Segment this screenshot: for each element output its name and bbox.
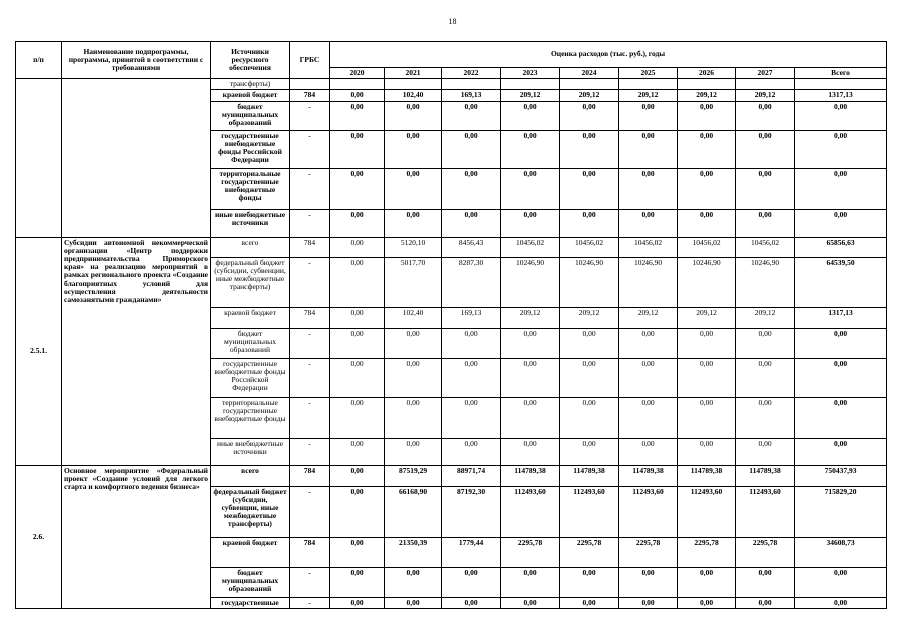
value-cell: 0,00 (560, 597, 619, 608)
total-cell: 34608,73 (795, 537, 887, 567)
value-cell: 169,13 (442, 90, 501, 101)
total-cell: 750437,93 (795, 465, 887, 486)
value-cell: 0,00 (560, 438, 619, 465)
value-cell: 0,00 (501, 101, 560, 130)
value-cell: 0,00 (678, 101, 736, 130)
value-cell: 114789,38 (619, 465, 678, 486)
value-cell: 8456,43 (442, 237, 501, 257)
value-cell: 0,00 (501, 567, 560, 597)
total-cell: 0,00 (795, 328, 887, 358)
item-name: Основное мероприятие «Федеральный проект «Создание условий для легкого старта и комфортного ведения бизнеса» (62, 465, 211, 608)
item-code: 2.6. (16, 465, 62, 608)
value-cell: 0,00 (385, 328, 442, 358)
value-cell: 112493,60 (736, 486, 795, 537)
value-cell: 112493,60 (560, 486, 619, 537)
source-cell: бюджет муниципальных образований (211, 101, 290, 130)
name-cell (62, 79, 211, 237)
total-cell: 0,00 (795, 597, 887, 608)
value-cell: 112493,60 (501, 486, 560, 537)
value-cell: 21350,39 (385, 537, 442, 567)
value-cell: 0,00 (501, 168, 560, 209)
value-cell: 2295,78 (619, 537, 678, 567)
value-cell: 10246,90 (619, 257, 678, 307)
code-cell (16, 79, 62, 237)
total-cell: 64539,50 (795, 257, 887, 307)
source-cell: всего (211, 237, 290, 257)
value-cell: 0,00 (501, 438, 560, 465)
source-cell: бюджет муниципальных образований (211, 328, 290, 358)
value-cell: 10456,02 (619, 237, 678, 257)
budget-table (15, 41, 887, 609)
source-cell: краевой бюджет (211, 307, 290, 328)
total-cell: 715829,20 (795, 486, 887, 537)
value-cell: 1779,44 (442, 537, 501, 567)
grbs-cell: - (290, 257, 330, 307)
value-cell: 0,00 (385, 209, 442, 237)
value-cell: 0,00 (442, 597, 501, 608)
total-cell: 0,00 (795, 101, 887, 130)
grbs-cell: 784 (290, 90, 330, 101)
value-cell: 0,00 (442, 397, 501, 438)
value-cell: 0,00 (736, 597, 795, 608)
total-cell: 65856,63 (795, 237, 887, 257)
value-cell: 0,00 (736, 397, 795, 438)
value-cell: 0,00 (619, 597, 678, 608)
value-cell: 112493,60 (619, 486, 678, 537)
value-cell: 0,00 (442, 130, 501, 168)
value-cell: 0,00 (501, 397, 560, 438)
total-cell: 0,00 (795, 130, 887, 168)
value-cell: 87192,30 (442, 486, 501, 537)
value-cell: 0,00 (678, 397, 736, 438)
value-cell: 0,00 (736, 130, 795, 168)
total-cell: 0,00 (795, 438, 887, 465)
header-estimate: Оценка расходов (тыс. руб.), годы (330, 42, 887, 68)
value-cell: 0,00 (619, 209, 678, 237)
value-cell: 209,12 (736, 307, 795, 328)
total-cell: 1317,13 (795, 90, 887, 101)
value-cell: 5017,70 (385, 257, 442, 307)
year-header: 2026 (678, 68, 736, 79)
value-cell: 0,00 (736, 438, 795, 465)
grbs-cell: - (290, 438, 330, 465)
value-cell: 209,12 (678, 307, 736, 328)
source-cell: федеральный бюджет (субсидии, субвенции, иные межбюджетные трансферты) (211, 486, 290, 537)
year-header: 2027 (736, 68, 795, 79)
value-cell: 209,12 (501, 90, 560, 101)
value-cell: 0,00 (619, 101, 678, 130)
value-cell: 0,00 (619, 397, 678, 438)
value-cell: 209,12 (501, 307, 560, 328)
grbs-cell: 784 (290, 537, 330, 567)
value-cell: 0,00 (678, 168, 736, 209)
value-cell: 0,00 (385, 168, 442, 209)
value-cell: 8287,30 (442, 257, 501, 307)
value-cell: 0,00 (619, 130, 678, 168)
value-cell: 2295,78 (736, 537, 795, 567)
grbs-cell: - (290, 328, 330, 358)
year-header: 2020 (330, 68, 385, 79)
value-cell: 0,00 (442, 567, 501, 597)
year-header: 2025 (619, 68, 678, 79)
value-cell: 0,00 (560, 130, 619, 168)
value-cell: 2295,78 (560, 537, 619, 567)
value-cell: 0,00 (330, 257, 385, 307)
value-cell: 0,00 (442, 168, 501, 209)
item-code: 2.5.1. (16, 237, 62, 465)
grbs-cell (290, 79, 330, 90)
grbs-cell: 784 (290, 237, 330, 257)
year-header: 2023 (501, 68, 560, 79)
value-cell: 209,12 (619, 90, 678, 101)
value-cell: 0,00 (442, 209, 501, 237)
value-cell: 0,00 (330, 567, 385, 597)
grbs-cell: - (290, 597, 330, 608)
value-cell: 114789,38 (501, 465, 560, 486)
value-cell: 0,00 (330, 90, 385, 101)
value-cell: 0,00 (385, 567, 442, 597)
value-cell: 0,00 (678, 597, 736, 608)
value-cell: 0,00 (501, 358, 560, 397)
value-cell: 0,00 (736, 168, 795, 209)
value-cell: 112493,60 (678, 486, 736, 537)
table-row (16, 465, 887, 486)
header-name: Наименование подпрограммы, программы, принятой в соответствии с требованиями (62, 42, 211, 79)
value-cell: 0,00 (619, 328, 678, 358)
value-cell: 0,00 (330, 328, 385, 358)
value-cell: 0,00 (560, 209, 619, 237)
value-cell: 88971,74 (442, 465, 501, 486)
value-cell: 0,00 (736, 358, 795, 397)
value-cell: 0,00 (501, 597, 560, 608)
value-cell: 0,00 (330, 307, 385, 328)
value-cell: 0,00 (678, 358, 736, 397)
grbs-cell: - (290, 567, 330, 597)
page-number: 18 (448, 17, 457, 26)
value-cell: 10246,90 (678, 257, 736, 307)
value-cell: 0,00 (330, 358, 385, 397)
value-cell: 0,00 (501, 130, 560, 168)
value-cell: 0,00 (442, 358, 501, 397)
value-cell: 0,00 (560, 567, 619, 597)
value-cell: 0,00 (736, 209, 795, 237)
value-cell: 0,00 (330, 168, 385, 209)
value-cell: 0,00 (385, 597, 442, 608)
value-cell: 10246,90 (560, 257, 619, 307)
item-name: Субсидии автономной некоммерческой организации «Центр поддержки предпринимательства Приморского края» на реализацию мероприятий в рамках регионального проекта «Создание благоприятных условий для осуществления деятельности самозанятыми гражданами» (62, 237, 211, 465)
total-cell: 0,00 (795, 209, 887, 237)
source-cell: государственные внебюджетные фонды Российской Федерации (211, 130, 290, 168)
value-cell: 0,00 (501, 209, 560, 237)
total-cell: 0,00 (795, 397, 887, 438)
total-cell: 0,00 (795, 567, 887, 597)
value-cell: 0,00 (330, 537, 385, 567)
value-cell: 0,00 (678, 130, 736, 168)
value-cell: 0,00 (442, 101, 501, 130)
source-cell: трансферты) (211, 79, 290, 90)
value-cell: 0,00 (330, 597, 385, 608)
year-header: 2022 (442, 68, 501, 79)
value-cell: 0,00 (385, 130, 442, 168)
value-cell: 0,00 (330, 237, 385, 257)
grbs-cell: - (290, 397, 330, 438)
grbs-cell: - (290, 101, 330, 130)
source-cell: государственные (211, 597, 290, 608)
header-grbs: ГРБС (290, 42, 330, 79)
value-cell: 2295,78 (678, 537, 736, 567)
value-cell: 169,13 (442, 307, 501, 328)
value-cell: 0,00 (678, 567, 736, 597)
table-row (16, 237, 887, 257)
total-cell: 0,00 (795, 168, 887, 209)
value-cell: 0,00 (385, 438, 442, 465)
value-cell: 5120,10 (385, 237, 442, 257)
source-cell: территориальные государственные внебюджетные фонды (211, 168, 290, 209)
value-cell: 0,00 (442, 438, 501, 465)
grbs-cell: 784 (290, 465, 330, 486)
year-header: 2021 (385, 68, 442, 79)
year-header: 2024 (560, 68, 619, 79)
value-cell: 0,00 (560, 168, 619, 209)
value-cell: 0,00 (385, 101, 442, 130)
value-cell: 0,00 (736, 101, 795, 130)
value-cell: 0,00 (330, 101, 385, 130)
value-cell: 114789,38 (678, 465, 736, 486)
value-cell: 10246,90 (501, 257, 560, 307)
value-cell: 0,00 (619, 438, 678, 465)
value-cell: 0,00 (560, 101, 619, 130)
value-cell: 0,00 (330, 486, 385, 537)
source-cell: краевой бюджет (211, 537, 290, 567)
header-num: п/п (16, 42, 62, 79)
value-cell: 0,00 (385, 358, 442, 397)
value-cell: 0,00 (560, 328, 619, 358)
value-cell: 0,00 (619, 168, 678, 209)
source-cell: бюджет муниципальных образований (211, 567, 290, 597)
total-cell: 1317,13 (795, 307, 887, 328)
value-cell: 0,00 (330, 209, 385, 237)
value-cell: 87519,29 (385, 465, 442, 486)
value-cell: 10246,90 (736, 257, 795, 307)
total-cell: 0,00 (795, 358, 887, 397)
value-cell: 0,00 (619, 567, 678, 597)
value-cell: 0,00 (330, 397, 385, 438)
value-cell: 0,00 (619, 358, 678, 397)
value-cell: 0,00 (736, 567, 795, 597)
value-cell: 10456,02 (501, 237, 560, 257)
source-cell: территориальные государственные внебюджетные фонды (211, 397, 290, 438)
value-cell: 66168,90 (385, 486, 442, 537)
grbs-cell: - (290, 168, 330, 209)
value-cell: 0,00 (560, 358, 619, 397)
value-cell: 0,00 (501, 328, 560, 358)
header-source: Источники ресурсного обеспечения (211, 42, 290, 79)
value-cell: 0,00 (330, 438, 385, 465)
source-cell: иные внебюджетные источники (211, 438, 290, 465)
value-cell: 10456,02 (560, 237, 619, 257)
grbs-cell: 784 (290, 307, 330, 328)
source-cell: государственные внебюджетные фонды Российской Федерации (211, 358, 290, 397)
value-cell: 10456,02 (678, 237, 736, 257)
grbs-cell: - (290, 209, 330, 237)
value-cell: 209,12 (560, 307, 619, 328)
value-cell: 0,00 (385, 397, 442, 438)
source-cell: краевой бюджет (211, 90, 290, 101)
value-cell: 102,40 (385, 90, 442, 101)
grbs-cell: - (290, 486, 330, 537)
value-cell: 2295,78 (501, 537, 560, 567)
value-cell: 0,00 (678, 209, 736, 237)
carry-row (16, 79, 887, 90)
source-cell: федеральный бюджет (субсидии, субвенции, иные межбюджетные трансферты) (211, 257, 290, 307)
value-cell: 10456,02 (736, 237, 795, 257)
value-cell: 0,00 (330, 130, 385, 168)
value-cell: 0,00 (736, 328, 795, 358)
grbs-cell: - (290, 358, 330, 397)
value-cell: 209,12 (736, 90, 795, 101)
header-row (16, 42, 887, 68)
value-cell: 209,12 (678, 90, 736, 101)
source-cell: всего (211, 465, 290, 486)
grbs-cell: - (290, 130, 330, 168)
value-cell: 209,12 (619, 307, 678, 328)
value-cell: 0,00 (560, 397, 619, 438)
value-cell: 209,12 (560, 90, 619, 101)
value-cell: 0,00 (442, 328, 501, 358)
value-cell: 0,00 (330, 465, 385, 486)
value-cell: 114789,38 (736, 465, 795, 486)
value-cell: 102,40 (385, 307, 442, 328)
value-cell: 114789,38 (560, 465, 619, 486)
total-header: Всего (795, 68, 887, 79)
value-cell: 0,00 (678, 328, 736, 358)
value-cell: 0,00 (678, 438, 736, 465)
source-cell: иные внебюджетные источники (211, 209, 290, 237)
